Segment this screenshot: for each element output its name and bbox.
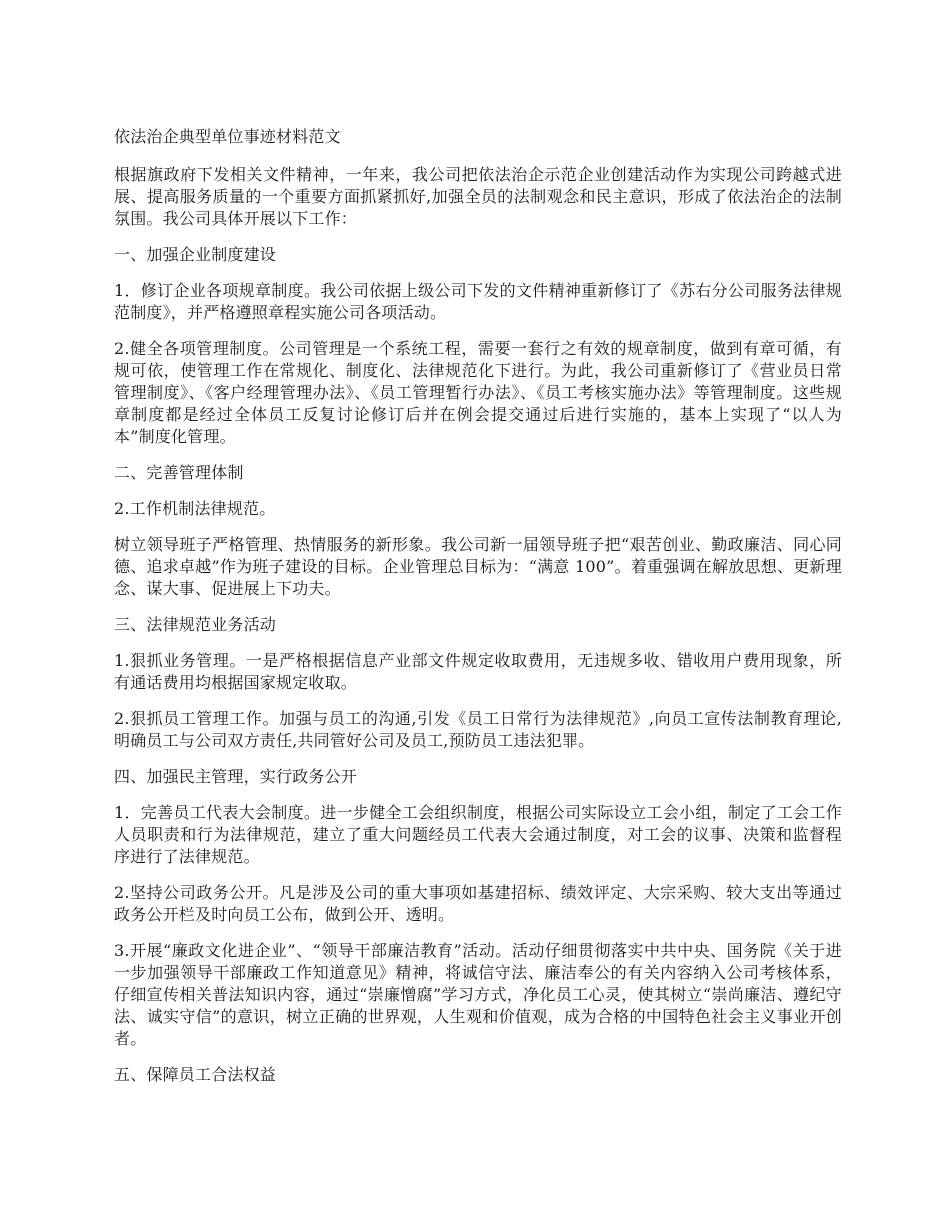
body-paragraph: 2.坚持公司政务公开。凡是涉及公司的重大事项如基建招标、绩效评定、大宗采购、较大支出等通过政务公开栏及时向员工公布，做到公开、透明。: [114, 883, 842, 924]
intro-paragraph: 根据旗政府下发相关文件精神，一年来，我公司把依法治企示范企业创建活动作为实现公司跨越式进展、提高服务质量的一个重要方面抓紧抓好,加强全员的法制观念和民主意识，形成了依法治企的法制氛围。我公司具体开展以下工作：: [114, 165, 842, 228]
section-heading-4: 四、加强民主管理，实行政务公开: [114, 767, 358, 786]
section-heading-2: 二、完善管理体制: [114, 463, 244, 482]
body-paragraph: 3.开展“廉政文化进企业”、“领导干部廉洁教育”活动。活动仔细贯彻落实中共中央、国务院《关于进一步加强领导干部廉政工作知道意见》精神，将诚信守法、廉洁奉公的有关内容纳入公司考核体系，仔细宣传相关普法知识内容，通过“崇廉憎腐”学习方式，净化员工心灵，使其树立“崇尚廉洁、遵纪守法、诚实守信”的意识，树立正确的世界观，人生观和价值观，成为合格的中国特色社会主义事业开创者。: [114, 941, 842, 1048]
body-paragraph: 2.工作机制法律规范。: [114, 499, 276, 518]
document-title: 依法治企典型单位事迹材料范文: [114, 127, 341, 146]
section-heading-3: 三、法律规范业务活动: [114, 615, 277, 634]
body-paragraph: 1.狠抓业务管理。一是严格根据信息产业部文件规定收取费用，无违规多收、错收用户费用现象，所有通话费用均根据国家规定收取。: [114, 651, 842, 692]
body-paragraph: 2.健全各项管理制度。公司管理是一个系统工程，需要一套行之有效的规章制度，做到有章可循，有规可依，使管理工作在常规化、制度化、法律规范化下进行。为此，我公司重新修订了《营业员日常管理制度》、《客户经理管理办法》、《员工管理暂行办法》、《员工考核实施办法》等管理制度。这些规章制度都是经过全体员工反复讨论修订后并在例会提交通过后进行实施的，基本上实现了“以人为本”制度化管理。: [114, 339, 842, 446]
body-paragraph: 1．完善员工代表大会制度。进一步健全工会组织制度，根据公司实际设立工会小组，制定了工会工作人员职责和行为法律规范，建立了重大问题经员工代表大会通过制度，对工会的议事、决策和监督程序进行了法律规范。: [114, 803, 842, 866]
section-heading-5: 五、保障员工合法权益: [114, 1065, 277, 1084]
document-page: [114, 126, 842, 1100]
body-paragraph: 1．修订企业各项规章制度。我公司依据上级公司下发的文件精神重新修订了《苏右分公司服务法律规范制度》，并严格遵照章程实施公司各项活动。: [114, 281, 842, 322]
body-paragraph: 树立领导班子严格管理、热情服务的新形象。我公司新一届领导班子把“艰苦创业、勤政廉洁、同心同德、追求卓越”作为班子建设的目标。企业管理总目标为：“满意 100”。着重强调在解放思想、更新理念、谋大事、促进展上下功夫。: [114, 535, 842, 598]
section-heading-1: 一、加强企业制度建设: [114, 245, 277, 264]
body-paragraph: 2.狠抓员工管理工作。加强与员工的沟通,引发《员工日常行为法律规范》,向员工宣传法制教育理论,明确员工与公司双方责任,共同管好公司及员工,预防员工违法犯罪。: [114, 709, 842, 750]
